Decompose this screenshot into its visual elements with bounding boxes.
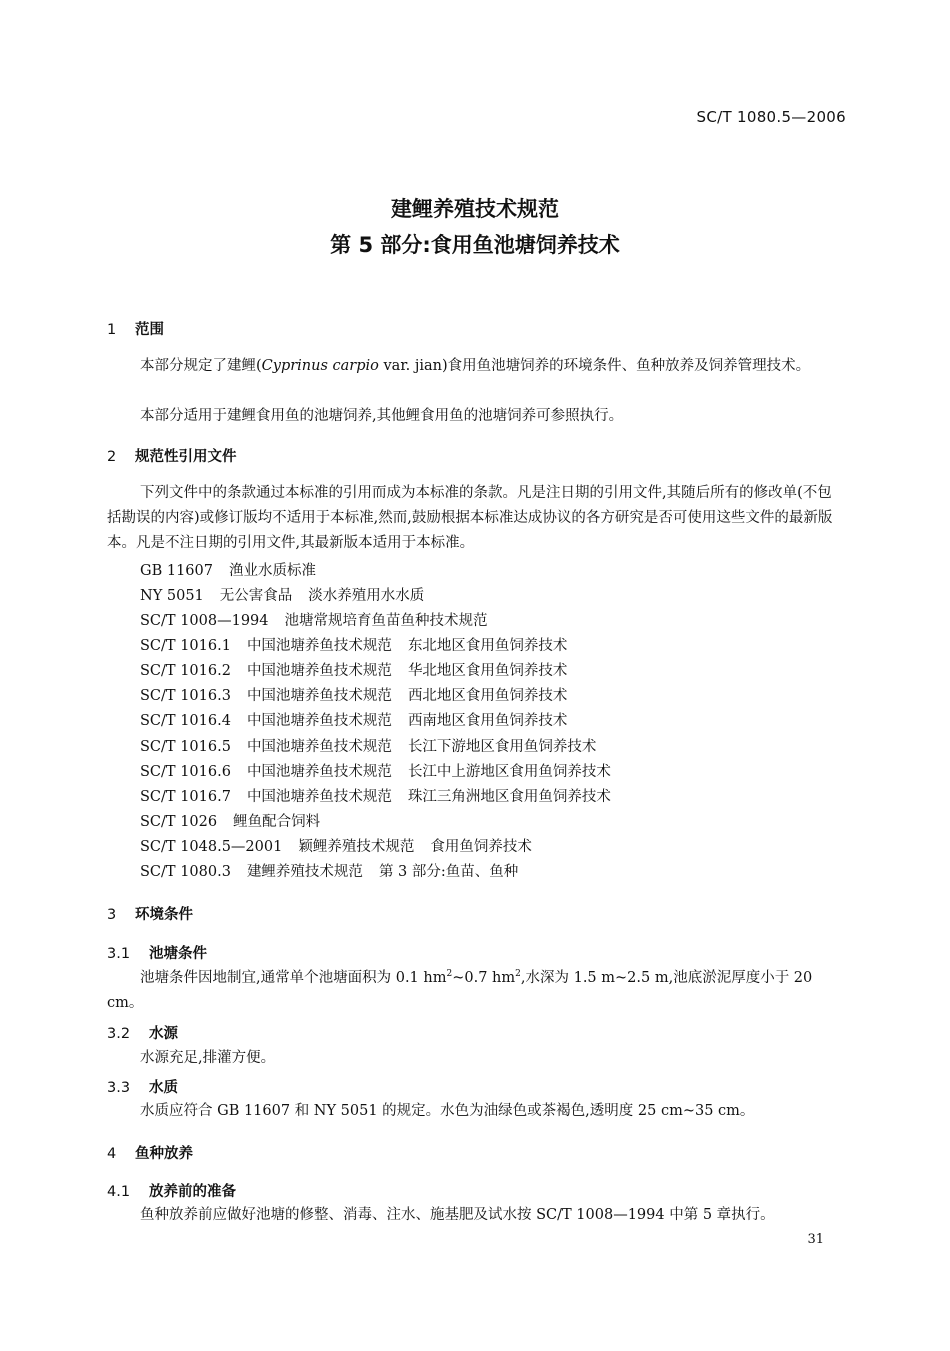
section-title: 范围 <box>135 322 164 338</box>
standard-code: SC/T 1080.5—2006 <box>696 108 846 126</box>
subsection-title: 水源 <box>149 1026 178 1042</box>
ref-name: 中国池塘养鱼技术规范 <box>246 688 392 704</box>
ref-name: 中国池塘养鱼技术规范 <box>246 764 392 780</box>
document-title: 建鲤养殖技术规范 <box>391 197 559 221</box>
subsection-4-1-heading <box>107 1180 236 1201</box>
ref-sub: 西北地区食用鱼饲养技术 <box>407 688 568 704</box>
ref-code: GB 11607 <box>140 563 213 579</box>
reference-item <box>140 785 627 806</box>
subsection-3-3-heading <box>107 1076 178 1097</box>
ref-name: 池塘常规培育鱼苗鱼种技术规范 <box>284 613 488 629</box>
section-number: 4 <box>107 1146 117 1162</box>
ref-sub: 长江下游地区食用鱼饲养技术 <box>407 739 597 755</box>
ref-code: SC/T 1016.5 <box>140 739 231 755</box>
subsection-number: 3.3 <box>107 1080 131 1096</box>
ref-sub: 珠江三角洲地区食用鱼饲养技术 <box>407 789 611 805</box>
ref-sub: 第 3 部分:鱼苗、鱼种 <box>378 864 519 880</box>
ref-name: 颖鲤养殖技术规范 <box>298 839 415 855</box>
superscript: 2 <box>446 969 453 980</box>
subsection-4-1-paragraph: 鱼种放养前应做好池塘的修整、消毒、注水、施基肥及试水按 SC/T 1008—1994 中第 5 章执行。 <box>140 1207 775 1223</box>
ref-code: SC/T 1080.3 <box>140 864 231 880</box>
ref-code: SC/T 1008—1994 <box>140 613 269 629</box>
ref-sub: 淡水养殖用水水质 <box>308 588 425 604</box>
ref-name: 中国池塘养鱼技术规范 <box>246 739 392 755</box>
ref-code: SC/T 1016.7 <box>140 789 231 805</box>
section-title: 鱼种放养 <box>135 1146 193 1162</box>
subsection-3-2-paragraph: 水源充足,排灌方便。 <box>140 1050 276 1066</box>
superscript: 2 <box>515 969 521 980</box>
page-number: 31 <box>807 1232 824 1247</box>
subsection-3-2-heading <box>107 1022 178 1043</box>
subsection-title: 水质 <box>149 1080 178 1096</box>
ref-name: 中国池塘养鱼技术规范 <box>246 638 392 654</box>
reference-item <box>140 609 520 630</box>
reference-item <box>140 860 534 881</box>
reference-item <box>140 709 583 730</box>
ref-name: 中国池塘养鱼技术规范 <box>246 713 392 729</box>
section-title: 规范性引用文件 <box>135 449 237 465</box>
document-subtitle: 第 5 部分:食用鱼池塘饲养技术 <box>330 233 620 257</box>
ref-code: NY 5051 <box>140 588 204 604</box>
ref-name: 鲤鱼配合饲料 <box>233 814 321 830</box>
text-run: ,水深为 1.5 m~2.5 m,池底淤泥厚度小于 20 cm。 <box>107 970 813 1011</box>
section-2-paragraph: 下列文件中的条款通过本标准的引用而成为本标准的条款。凡是注日期的引用文件,其随后所有的修改单(不包括勘误的内容)或修订版均不适用于本标准,然而,鼓励根据本标准达成协议的各方研究是否可使用这些文件的最新版本。凡是不注日期的引用文件,其最新版本适用于本标准。 <box>107 485 833 551</box>
text-run: 本部分规定了建鲤( <box>140 358 262 374</box>
reference-item <box>140 735 612 756</box>
ref-sub: 华北地区食用鱼饲养技术 <box>407 663 568 679</box>
ref-code: SC/T 1016.4 <box>140 713 231 729</box>
subsection-3-1-paragraph <box>107 966 845 1016</box>
text-run: var. jian)食用鱼池塘饲养的环境条件、鱼种放养及饲养管理技术。 <box>378 358 811 374</box>
ref-sub: 食用鱼饲养技术 <box>430 839 532 855</box>
subsection-number: 3.1 <box>107 946 131 962</box>
subsection-title: 池塘条件 <box>149 946 207 962</box>
ref-code: SC/T 1016.3 <box>140 688 231 704</box>
ref-code: SC/T 1016.6 <box>140 764 231 780</box>
ref-sub: 长江中上游地区食用鱼饲养技术 <box>407 764 611 780</box>
ref-code: SC/T 1016.2 <box>140 663 231 679</box>
subsection-title: 放养前的准备 <box>149 1184 236 1200</box>
ref-sub: 东北地区食用鱼饲养技术 <box>407 638 568 654</box>
text-run: ~0.7 hm <box>452 970 516 986</box>
ref-name: 渔业水质标准 <box>228 563 316 579</box>
section-3-heading <box>107 903 193 924</box>
subsection-number: 4.1 <box>107 1184 131 1200</box>
section-title: 环境条件 <box>135 907 193 923</box>
latin-name: Cyprinus carpio <box>261 358 379 374</box>
section-1-heading <box>107 318 164 339</box>
ref-name: 建鲤养殖技术规范 <box>246 864 363 880</box>
section-number: 1 <box>107 322 117 338</box>
subsection-3-1-heading <box>107 942 207 963</box>
section-number: 2 <box>107 449 117 465</box>
reference-item <box>140 584 440 605</box>
reference-item <box>140 559 348 580</box>
ref-name: 无公害食品 <box>219 588 293 604</box>
ref-name: 中国池塘养鱼技术规范 <box>246 663 392 679</box>
section-1-paragraph-1 <box>107 354 845 379</box>
subsection-3-3-paragraph: 水质应符合 GB 11607 和 NY 5051 的规定。水色为油绿色或茶褐色,透明度 25 cm~35 cm。 <box>140 1103 755 1119</box>
ref-name: 中国池塘养鱼技术规范 <box>246 789 392 805</box>
subsection-number: 3.2 <box>107 1026 131 1042</box>
section-number: 3 <box>107 907 117 923</box>
reference-item <box>140 659 583 680</box>
ref-code: SC/T 1026 <box>140 814 218 830</box>
reference-item <box>140 760 627 781</box>
ref-sub: 西南地区食用鱼饲养技术 <box>407 713 568 729</box>
reference-item <box>140 810 352 831</box>
ref-code: SC/T 1016.1 <box>140 638 231 654</box>
text-run: 池塘条件因地制宜,通常单个池塘面积为 0.1 hm <box>140 970 447 986</box>
section-1-paragraph-2: 本部分适用于建鲤食用鱼的池塘饲养,其他鲤食用鱼的池塘饲养可参照执行。 <box>140 408 624 424</box>
section-4-heading <box>107 1142 193 1163</box>
reference-item <box>140 835 548 856</box>
ref-code: SC/T 1048.5—2001 <box>140 839 283 855</box>
reference-item <box>140 684 583 705</box>
section-2-heading <box>107 445 237 466</box>
reference-item <box>140 634 583 655</box>
